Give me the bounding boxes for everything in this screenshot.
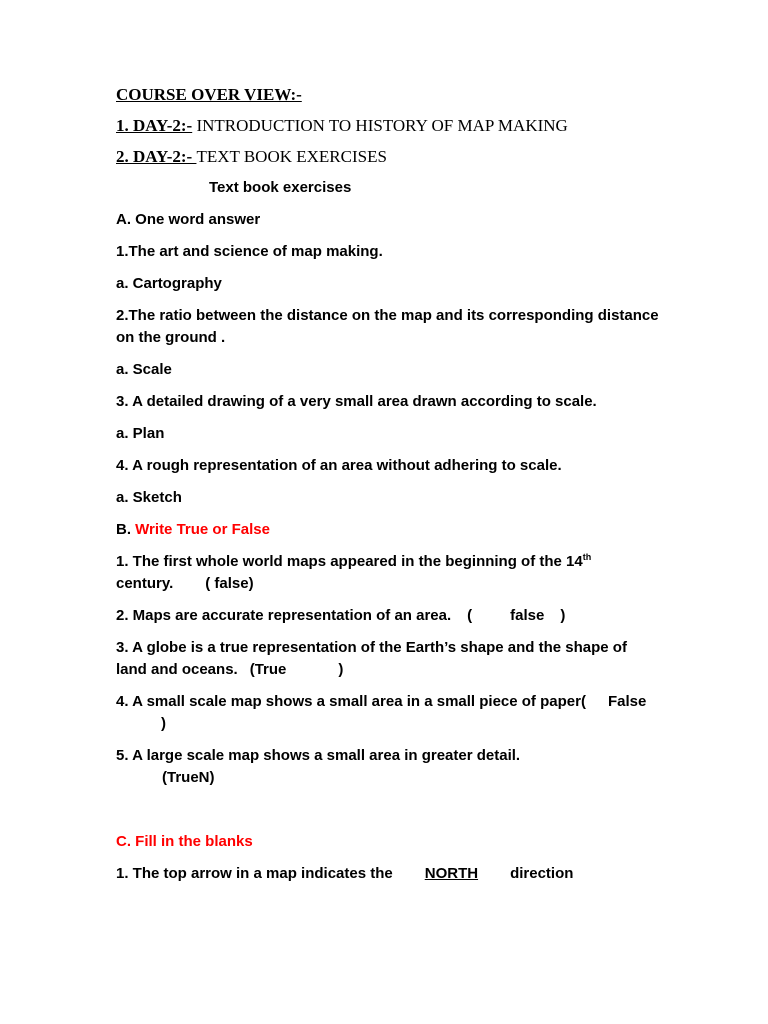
section-a-answer-4: a. Sketch <box>116 489 182 506</box>
section-b-heading <box>116 519 676 541</box>
section-b-q4-answer: False <box>607 693 647 710</box>
overview-item-1-text: INTRODUCTION TO HISTORY OF MAP MAKING <box>192 116 568 135</box>
overview-item-2-label: 2. DAY-2:- <box>116 147 197 166</box>
overview-item-1-label: 1. DAY-2:- <box>116 116 193 135</box>
section-c-question-1 <box>116 863 676 885</box>
section-b-q1-text: 1. The first whole world maps appeared in the beginning of the 14 <box>116 553 583 570</box>
section-b-question-5 <box>116 745 676 789</box>
section-c-q1-answer: NORTH <box>424 865 479 882</box>
section-b-question-4 <box>116 691 676 735</box>
section-a-question-1: 1.The art and science of map making. <box>116 243 383 260</box>
section-a-question-2: 2.The ratio between the distance on the map and its corresponding distance on the ground . <box>116 307 659 346</box>
section-b-q5-text: 5. A large scale map shows a small area in greater detail. <box>116 747 521 764</box>
section-b-q5-answer: (TrueN) <box>162 769 215 786</box>
section-b-q2-close-paren: ) <box>560 607 566 624</box>
section-a-question-3: 3. A detailed drawing of a very small area drawn according to scale. <box>116 393 597 410</box>
section-b-q4-close-paren: ) <box>161 715 166 732</box>
section-a-answer-1: a. Cartography <box>116 275 222 292</box>
section-c-q1-end: direction <box>510 865 574 882</box>
section-b-q1-superscript: th <box>582 552 592 562</box>
overview-item-1 <box>116 115 676 137</box>
section-c-q1-text: 1. The top arrow in a map indicates the <box>116 865 393 882</box>
section-b-q4-text: 4. A small scale map shows a small area in a small piece of paper( <box>116 693 586 710</box>
document-page <box>116 84 676 895</box>
course-overview-title: COURSE OVER VIEW:- <box>116 85 302 104</box>
exercises-heading: Text book exercises <box>209 179 352 196</box>
section-b-q3-close-paren: ) <box>338 661 344 678</box>
section-c-heading: C. Fill in the blanks <box>116 833 253 850</box>
section-a-answer-2: a. Scale <box>116 361 172 378</box>
section-b-question-1 <box>116 551 676 595</box>
section-b-q3-answer: (True <box>249 661 287 678</box>
section-b-question-3 <box>116 637 661 681</box>
section-b-q2-open-paren: ( <box>467 607 473 624</box>
section-b-q1-answer: ( false) <box>205 575 254 592</box>
section-b-question-2 <box>116 605 676 627</box>
section-a-heading: A. One word answer <box>116 211 261 228</box>
section-a-answer-3: a. Plan <box>116 425 165 442</box>
overview-item-2-text: TEXT BOOK EXERCISES <box>196 147 387 166</box>
overview-item-2 <box>116 146 676 168</box>
section-b-q2-text: 2. Maps are accurate representation of an area. <box>116 607 452 624</box>
section-b-q2-answer: false <box>510 607 545 624</box>
section-b-q3-text: 3. A globe is a true representation of the Earth’s shape and the shape of land and oceans. <box>116 639 627 678</box>
section-b-title: Write True or False <box>135 521 270 538</box>
section-b-q1-continuation: century. <box>116 575 174 592</box>
section-a-question-4: 4. A rough representation of an area without adhering to scale. <box>116 457 562 474</box>
section-b-prefix: B. <box>116 521 136 538</box>
